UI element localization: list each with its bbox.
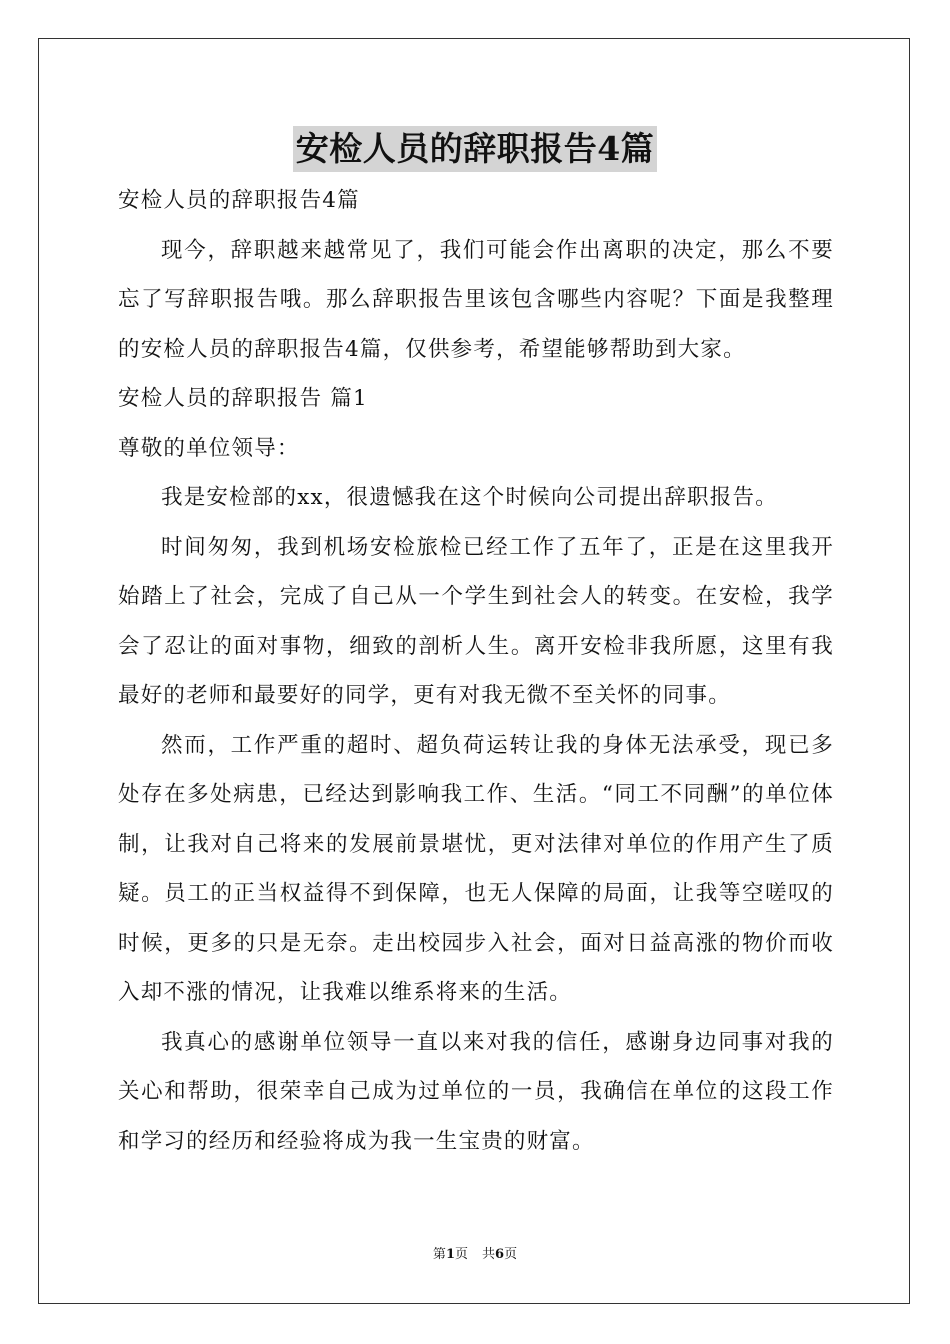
total-suffix: 页: [504, 1247, 518, 1262]
section-heading: 安检人员的辞职报告 篇1: [118, 386, 368, 411]
intro-paragraph: 现今，辞职越来越常见了，我们可能会作出离职的决定，那么不要忘了写辞职报告哦。那么辞职报告里该包含哪些内容呢？下面是我整理的安检人员的辞职报告4篇，仅供参考，希望能够帮助到大家。: [118, 237, 834, 362]
body-paragraph: 然而，工作严重的超时、超负荷运转让我的身体无法承受，现已多处存在多处病患，已经达到影响我工作、生活。“同工不同酬”的单位体制，让我对自己将来的发展前景堪忧，更对法律对单位的作用产生了质疑。员工的正当权益得不到保障，也无人保障的局面，让我等空嗟叹的时候，更多的只是无奈。走出校园步入社会，面对日益高涨的物价而收入却不涨的情况，让我难以维系将来的生活。: [118, 732, 834, 1005]
page-footer: [0, 1246, 950, 1264]
document-title: 安检人员的辞职报告4篇: [293, 126, 657, 172]
page-suffix: 页: [454, 1247, 468, 1262]
page-prefix: 第: [432, 1247, 446, 1262]
salutation: 尊敬的单位领导：: [118, 435, 300, 461]
page-number: 1: [445, 1247, 455, 1262]
total-pages: 6: [495, 1247, 505, 1262]
title-area: [0, 126, 950, 172]
document-body: [118, 176, 834, 1166]
body-paragraph: 我是安检部的xx，很遗憾我在这个时候向公司提出辞职报告。: [161, 485, 778, 510]
document-subtitle: 安检人员的辞职报告4篇: [118, 188, 360, 213]
body-paragraph: 我真心的感谢单位领导一直以来对我的信任，感谢身边同事对我的关心和帮助，很荣幸自己成为过单位的一员，我确信在单位的这段工作和学习的经历和经验将成为我一生宝贵的财富。: [118, 1029, 834, 1154]
total-prefix: 共: [482, 1247, 496, 1262]
body-paragraph: 时间匆匆，我到机场安检旅检已经工作了五年了，正是在这里我开始踏上了社会，完成了自己从一个学生到社会人的转变。在安检，我学会了忍让的面对事物，细致的剖析人生。离开安检非我所愿，这里有我最好的老师和最要好的同学，更有对我无微不至关怀的同事。: [118, 534, 834, 708]
